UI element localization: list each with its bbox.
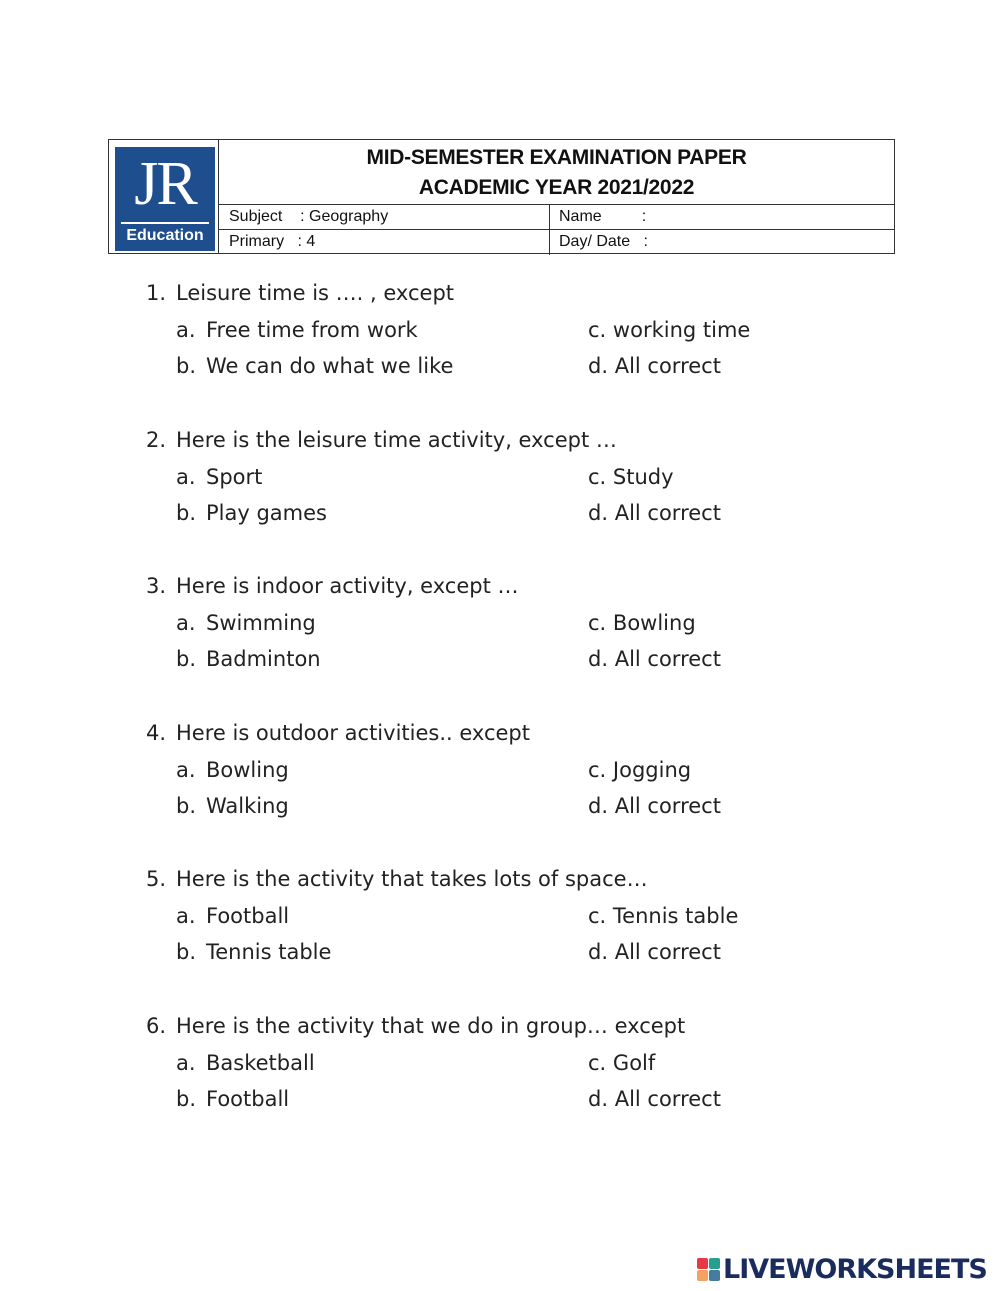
option-text: All correct (614, 354, 721, 378)
option-b[interactable] (176, 1087, 289, 1111)
option-letter: c. (588, 1051, 607, 1075)
option-letter: d. (588, 794, 609, 818)
option-a[interactable] (176, 318, 418, 342)
option-b[interactable] (176, 647, 321, 671)
option-text: Football (206, 904, 290, 928)
option-c[interactable] (588, 465, 674, 489)
liveworksheets-logo-icon (697, 1258, 721, 1282)
option-text: Sport (206, 465, 263, 489)
option-text: All correct (614, 647, 721, 671)
option-text: All correct (614, 940, 721, 964)
question-text: Here is outdoor activities.. except (176, 721, 530, 745)
option-letter: a. (176, 904, 196, 928)
question-stem (146, 1014, 685, 1038)
option-c[interactable] (588, 904, 738, 928)
option-letter: a. (176, 611, 196, 635)
question-stem (146, 428, 617, 452)
question-stem (146, 281, 454, 305)
option-a[interactable] (176, 611, 316, 635)
option-letter: a. (176, 1051, 196, 1075)
exam-title (219, 140, 894, 205)
option-letter: b. (176, 647, 197, 671)
header-row-primary (219, 230, 894, 255)
option-letter: c. (588, 758, 607, 782)
option-c[interactable] (588, 611, 696, 635)
question-number: 2. (146, 428, 167, 452)
question-number: 6. (146, 1014, 167, 1038)
jr-education-logo (115, 147, 215, 251)
option-letter: d. (588, 1087, 609, 1111)
question-stem (146, 867, 648, 891)
question-text: Here is the activity that takes lots of space… (176, 867, 648, 891)
option-b[interactable] (176, 354, 453, 378)
option-text: Tennis table (612, 904, 739, 928)
logo-divider (121, 222, 209, 224)
day-date-field[interactable]: Day/ Date : (559, 233, 648, 250)
option-d[interactable] (588, 501, 721, 525)
exam-title-line1: MID-SEMESTER EXAMINATION PAPER (366, 146, 747, 169)
option-text: Bowling (612, 611, 696, 635)
question-stem (146, 574, 518, 598)
option-text: We can do what we like (206, 354, 454, 378)
option-letter: c. (588, 611, 607, 635)
option-d[interactable] (588, 354, 721, 378)
option-letter: b. (176, 940, 197, 964)
header-row-subject (219, 205, 894, 230)
option-text: All correct (614, 794, 721, 818)
question-stem (146, 721, 530, 745)
option-a[interactable] (176, 904, 289, 928)
option-letter: b. (176, 501, 197, 525)
option-letter: c. (588, 904, 607, 928)
logo-mark: JR (134, 150, 196, 218)
option-letter: a. (176, 318, 196, 342)
watermark-text: LIVEWORKSHEETS (723, 1254, 987, 1285)
question-text: Here is the leisure time activity, except … (176, 428, 617, 452)
question-number: 1. (146, 281, 167, 305)
option-d[interactable] (588, 1087, 721, 1111)
primary-field: Primary : 4 (219, 230, 550, 255)
option-letter: a. (176, 465, 196, 489)
question-text: Here is indoor activity, except … (176, 574, 519, 598)
option-c[interactable] (588, 318, 750, 342)
option-b[interactable] (176, 940, 331, 964)
option-a[interactable] (176, 465, 262, 489)
option-text: Badminton (206, 647, 321, 671)
logo-block-4 (709, 1270, 720, 1281)
option-text: Walking (206, 794, 289, 818)
option-text: Bowling (206, 758, 289, 782)
option-d[interactable] (588, 940, 721, 964)
exam-title-line2: ACADEMIC YEAR 2021/2022 (418, 176, 695, 199)
question-number: 3. (146, 574, 167, 598)
logo-block-2 (709, 1258, 720, 1269)
logo-block-3 (697, 1270, 708, 1281)
option-text: Jogging (612, 758, 692, 782)
option-text: working time (612, 318, 751, 342)
logo-block-1 (697, 1258, 708, 1269)
name-field[interactable]: Name : (559, 208, 647, 225)
option-text: Study (612, 465, 674, 489)
option-a[interactable] (176, 758, 289, 782)
option-text: Free time from work (206, 318, 418, 342)
question-number: 5. (146, 867, 167, 891)
option-text: Basketball (206, 1051, 315, 1075)
option-c[interactable] (588, 758, 691, 782)
option-letter: a. (176, 758, 196, 782)
question-number: 4. (146, 721, 167, 745)
option-a[interactable] (176, 1051, 315, 1075)
option-letter: c. (588, 465, 607, 489)
option-letter: b. (176, 1087, 197, 1111)
option-c[interactable] (588, 1051, 655, 1075)
option-text: Swimming (206, 611, 316, 635)
option-text: Play games (206, 501, 327, 525)
option-letter: b. (176, 794, 197, 818)
option-text: Football (206, 1087, 290, 1111)
option-b[interactable] (176, 794, 289, 818)
logo-subtitle: Education (126, 227, 204, 244)
option-text: All correct (614, 1087, 721, 1111)
option-text: All correct (614, 501, 721, 525)
option-letter: c. (588, 318, 607, 342)
logo-cell (109, 140, 219, 253)
option-d[interactable] (588, 794, 721, 818)
exam-header-table (108, 139, 895, 254)
option-letter: d. (588, 501, 609, 525)
option-text: Golf (612, 1051, 656, 1075)
option-d[interactable] (588, 647, 721, 671)
option-b[interactable] (176, 501, 327, 525)
option-letter: d. (588, 647, 609, 671)
option-letter: d. (588, 354, 609, 378)
option-letter: b. (176, 354, 197, 378)
option-text: Tennis table (206, 940, 332, 964)
subject-field: Subject : Geography (219, 205, 550, 229)
option-letter: d. (588, 940, 609, 964)
question-text: Here is the activity that we do in group… except (176, 1014, 686, 1038)
question-text: Leisure time is …. , except (176, 281, 455, 305)
